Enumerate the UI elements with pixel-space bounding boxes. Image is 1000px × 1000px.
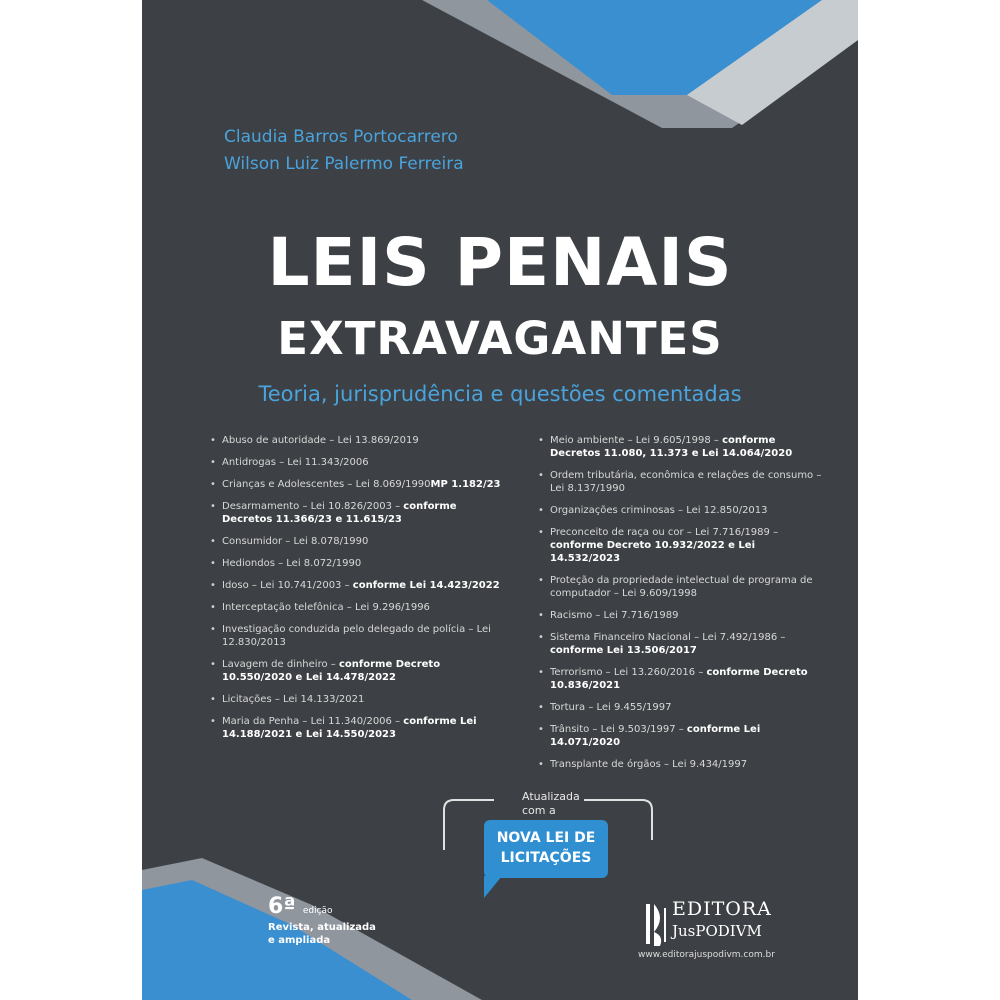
law-text: Sistema Financeiro Nacional – Lei 7.492/1986 –: [550, 632, 786, 643]
law-update-note: MP 1.182/23: [430, 479, 501, 490]
law-update-note: conforme Decreto 10.550/2020 e Lei 14.478/2022: [222, 659, 441, 683]
law-item: [538, 631, 828, 657]
book-title-line2: EXTRAVAGANTES: [277, 312, 723, 365]
law-item: [210, 623, 510, 649]
publisher-brand: JusPODIVM: [672, 922, 762, 940]
laws-list-left: [210, 434, 510, 750]
author-name: Wilson Luiz Palermo Ferreira: [224, 154, 464, 174]
law-text: Meio ambiente – Lei 9.605/1998 –: [550, 435, 723, 446]
author-name: Claudia Barros Portocarrero: [224, 127, 458, 147]
badge-caption: [518, 790, 584, 818]
law-item: [538, 609, 828, 622]
law-text: Interceptação telefônica – Lei 9.296/1996: [222, 602, 430, 613]
law-text: Crianças e Adolescentes – Lei 8.069/1990: [222, 479, 431, 490]
edition-description-line: Revista, atualizada: [268, 922, 376, 933]
law-text: Abuso de autoridade – Lei 13.869/2019: [222, 435, 419, 446]
nova-lei-badge: [484, 820, 608, 878]
law-text: Investigação conduzida pelo delegado de polícia – Lei 12.830/2013: [222, 624, 491, 648]
law-text: Hediondos – Lei 8.072/1990: [222, 558, 362, 569]
law-item: [210, 535, 510, 548]
badge-line: LICITAÇÕES: [500, 850, 592, 866]
law-text: Maria da Penha – Lei 11.340/2006 –: [222, 716, 404, 727]
law-update-note: conforme Decretos 11.366/23 e 11.615/23: [222, 501, 457, 525]
law-update-note: conforme Decretos 11.080, 11.373 e Lei 14.064/2020: [550, 435, 793, 459]
law-text: Racismo – Lei 7.716/1989: [550, 610, 679, 621]
law-text: Trânsito – Lei 9.503/1997 –: [550, 724, 687, 735]
edition-number: 6ª: [268, 894, 296, 919]
publisher-logo: [632, 892, 832, 962]
book-cover: [142, 0, 858, 1000]
law-item: [538, 526, 828, 565]
top-ribbon: [422, 0, 858, 128]
law-update-note: conforme Decreto 10.932/2022 e Lei 14.532/2023: [550, 540, 756, 564]
law-text: Preconceito de raça ou cor – Lei 7.716/1989 –: [550, 527, 779, 538]
law-text: Antidrogas – Lei 11.343/2006: [222, 457, 369, 468]
law-text: Terrorismo – Lei 13.260/2016 –: [550, 667, 707, 678]
law-item: [210, 579, 510, 592]
edition-description-line: e ampliada: [268, 935, 331, 946]
law-item: [210, 456, 510, 469]
law-item: [210, 658, 510, 684]
law-item: [538, 574, 828, 600]
law-item: [538, 701, 828, 714]
publisher-url: www.editorajuspodivm.com.br: [638, 950, 775, 960]
law-item: [538, 666, 828, 692]
edition-label: edição: [302, 906, 333, 916]
law-update-note: conforme Lei 14.188/2021 e Lei 14.550/2023: [222, 716, 477, 740]
edition-block: [268, 894, 376, 947]
law-item: [538, 723, 828, 749]
laws-list-right: [538, 434, 828, 780]
law-item: [538, 504, 828, 517]
badge-caption-line: Atualizada: [522, 790, 580, 803]
law-text: Licitações – Lei 14.133/2021: [222, 694, 365, 705]
law-item: [210, 693, 510, 706]
law-item: [210, 601, 510, 614]
law-text: Ordem tributária, econômica e relações de consumo – Lei 8.137/1990: [550, 470, 822, 494]
law-item: [210, 557, 510, 570]
edition-description: [268, 921, 376, 947]
law-item: [210, 715, 510, 741]
law-item: [210, 478, 510, 491]
law-text: Transplante de órgãos – Lei 9.434/1997: [550, 759, 748, 770]
law-update-note: conforme Decreto 10.836/2021: [550, 667, 808, 691]
book-title-line1: LEIS PENAIS: [267, 224, 733, 301]
law-item: [210, 434, 510, 447]
law-text: Consumidor – Lei 8.078/1990: [222, 536, 369, 547]
badge-tail: [484, 876, 502, 898]
law-item: [538, 469, 828, 495]
law-text: Desarmamento – Lei 10.826/2003 –: [222, 501, 404, 512]
law-text: Lavagem de dinheiro –: [222, 659, 339, 670]
law-item: [210, 500, 510, 526]
law-text: Idoso – Lei 10.741/2003 –: [222, 580, 353, 591]
law-update-note: conforme Lei 14.423/2022: [352, 580, 500, 591]
law-text: Tortura – Lei 9.455/1997: [550, 702, 672, 713]
badge-line: NOVA LEI DE: [496, 830, 596, 846]
law-update-note: conforme Lei 13.506/2017: [550, 645, 697, 656]
publisher-name: EDITORA: [672, 898, 772, 920]
law-item: [538, 434, 828, 460]
law-item: [538, 758, 828, 771]
badge-caption-line: com a: [522, 804, 556, 817]
law-text: Organizações criminosas – Lei 12.850/2013: [550, 505, 768, 516]
authors: [224, 124, 464, 178]
law-update-note: conforme Lei 14.071/2020: [550, 724, 761, 748]
law-text: Proteção da propriedade intelectual de programa de computador – Lei 9.609/1998: [550, 575, 813, 599]
book-subtitle: Teoria, jurisprudência e questões comentadas: [258, 382, 742, 406]
